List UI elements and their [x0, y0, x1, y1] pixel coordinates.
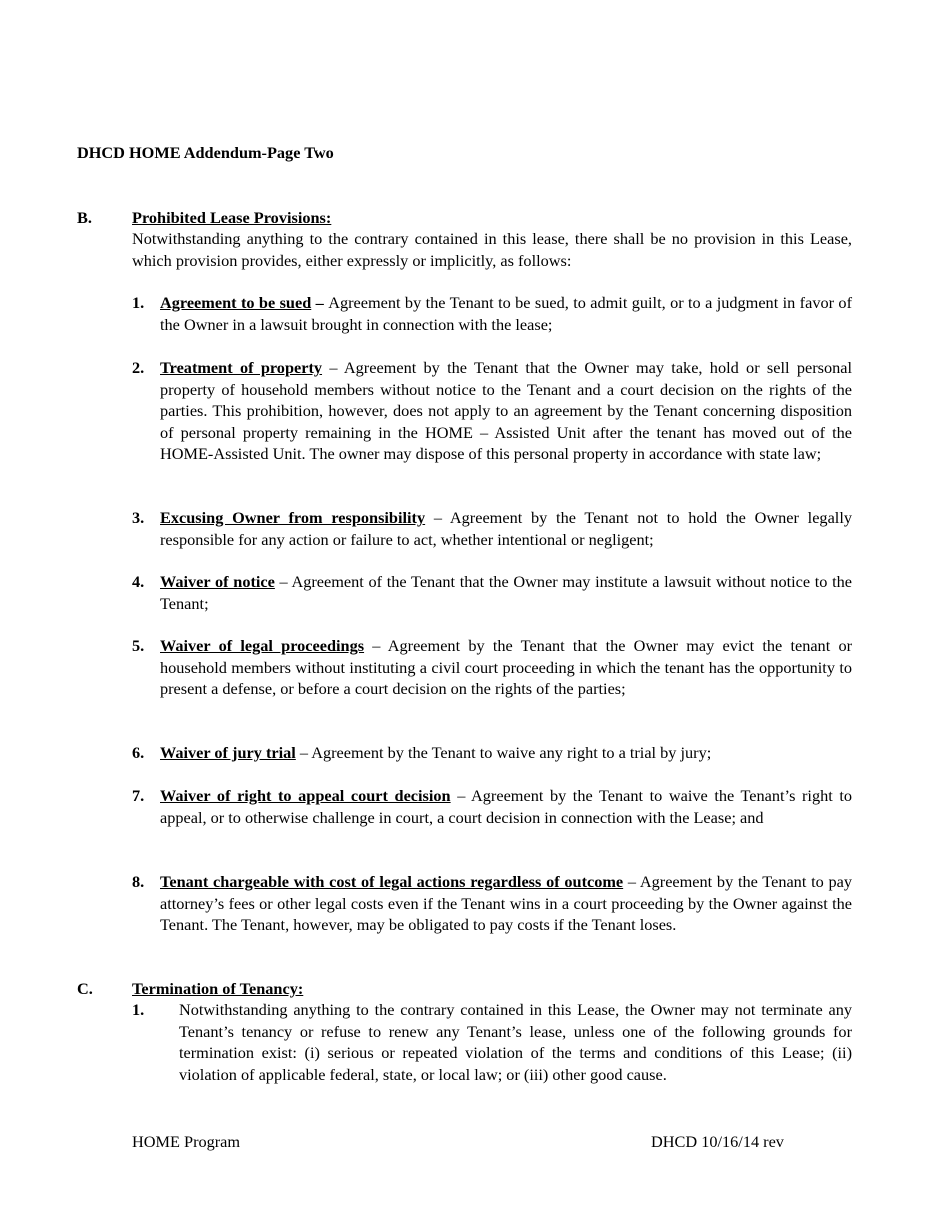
- item-term: Waiver of right to appeal court decision: [160, 786, 451, 805]
- list-item: [132, 871, 852, 936]
- list-item: [132, 571, 852, 614]
- item-text: Agreement by the Tenant to pay attorney’s fees or other legal costs even if the Tenant wins in a court proceeding by the Owner against the Tenant. The Tenant, however, may be obligated to pay costs if the Tenant loses.: [160, 872, 852, 934]
- item-text: Agreement by the Tenant that the Owner may evict the tenant or household members without instituting a civil court proceeding in which the tenant has the opportunity to present a defense, or before a court decision on the rights of the parties;: [160, 636, 853, 698]
- item-number: 4.: [132, 572, 145, 591]
- item-text: Agreement by the Tenant to waive the Tenant’s right to appeal, or to otherwise challenge in court, a court decision in connection with the Lease; and: [160, 786, 852, 827]
- item-term: Tenant chargeable with cost of legal actions regardless of outcome: [160, 872, 624, 891]
- item-number: 5.: [132, 636, 145, 655]
- item-text: Agreement by the Tenant not to hold the Owner legally responsible for any action or failure to act, whether intentional or negligent;: [160, 508, 852, 549]
- item-text: Agreement by the Tenant to be sued, to admit guilt, or to a judgment in favor of the Owner in a lawsuit brought in connection with the lease;: [160, 293, 852, 334]
- item-term: Agreement to be sued: [160, 293, 312, 312]
- item-term: Excusing Owner from responsibility: [160, 508, 426, 527]
- item-term: Waiver of legal proceedings: [160, 636, 365, 655]
- footer-program: HOME Program: [132, 1132, 241, 1151]
- section-b-letter: B.: [77, 208, 92, 227]
- item-separator: –: [425, 508, 450, 527]
- item-separator: –: [450, 786, 472, 805]
- footer-revision: DHCD 10/16/14 rev: [651, 1132, 784, 1151]
- section-b-heading: Prohibited Lease Provisions:: [132, 208, 332, 227]
- list-item: [132, 999, 852, 1085]
- item-separator: –: [274, 572, 292, 591]
- item-separator: –: [364, 636, 388, 655]
- section-c-letter: C.: [77, 979, 93, 998]
- item-text: Agreement by the Tenant that the Owner may take, hold or sell personal property of household members without notice to the Tenant and a court decision on the rights of the parties. This prohibition, however, does not apply to an agreement by the Tenant concerning disposition of personal property remaining in the HOME – Assisted Unit after the tenant has moved out of the HOME-Assisted Unit. The owner may dispose of this personal property in accordance with state law;: [160, 358, 853, 463]
- item-separator: –: [623, 872, 640, 891]
- section-c-heading: Termination of Tenancy:: [132, 979, 304, 998]
- item-number: 6.: [132, 743, 145, 762]
- section-b-intro: Notwithstanding anything to the contrary contained in this lease, there shall be no provision in this Lease, which provision provides, either expressly or implicitly, as follows:: [132, 229, 852, 270]
- list-item: [132, 292, 852, 335]
- item-text: Agreement of the Tenant that the Owner may institute a lawsuit without notice to the Tenant;: [160, 572, 852, 613]
- page-title: DHCD HOME Addendum-Page Two: [77, 143, 334, 162]
- list-item: [132, 635, 852, 700]
- item-number: 2.: [132, 358, 145, 377]
- item-separator: –: [295, 743, 312, 762]
- item-number: 7.: [132, 786, 145, 805]
- item-separator: –: [311, 293, 329, 312]
- item-text: Notwithstanding anything to the contrary contained in this Lease, the Owner may not terminate any Tenant’s tenancy or refuse to renew any Tenant’s lease, unless one of the following grounds for termination exist: (i) serious or repeated violation of the terms and conditions of this Lease; (ii) violation of applicable federal, state, or local law; or (iii) other good cause.: [179, 1000, 852, 1084]
- item-term: Treatment of property: [160, 358, 323, 377]
- item-number: 1.: [132, 1000, 145, 1019]
- item-number: 8.: [132, 872, 145, 891]
- list-item: [132, 742, 852, 764]
- item-separator: –: [322, 358, 344, 377]
- list-item: [132, 507, 852, 550]
- list-item: [132, 785, 852, 828]
- item-term: Waiver of jury trial: [160, 743, 296, 762]
- item-number: 3.: [132, 508, 145, 527]
- item-term: Waiver of notice: [160, 572, 275, 591]
- item-number: 1.: [132, 293, 145, 312]
- list-item: [132, 357, 852, 465]
- item-text: Agreement by the Tenant to waive any right to a trial by jury;: [311, 743, 712, 762]
